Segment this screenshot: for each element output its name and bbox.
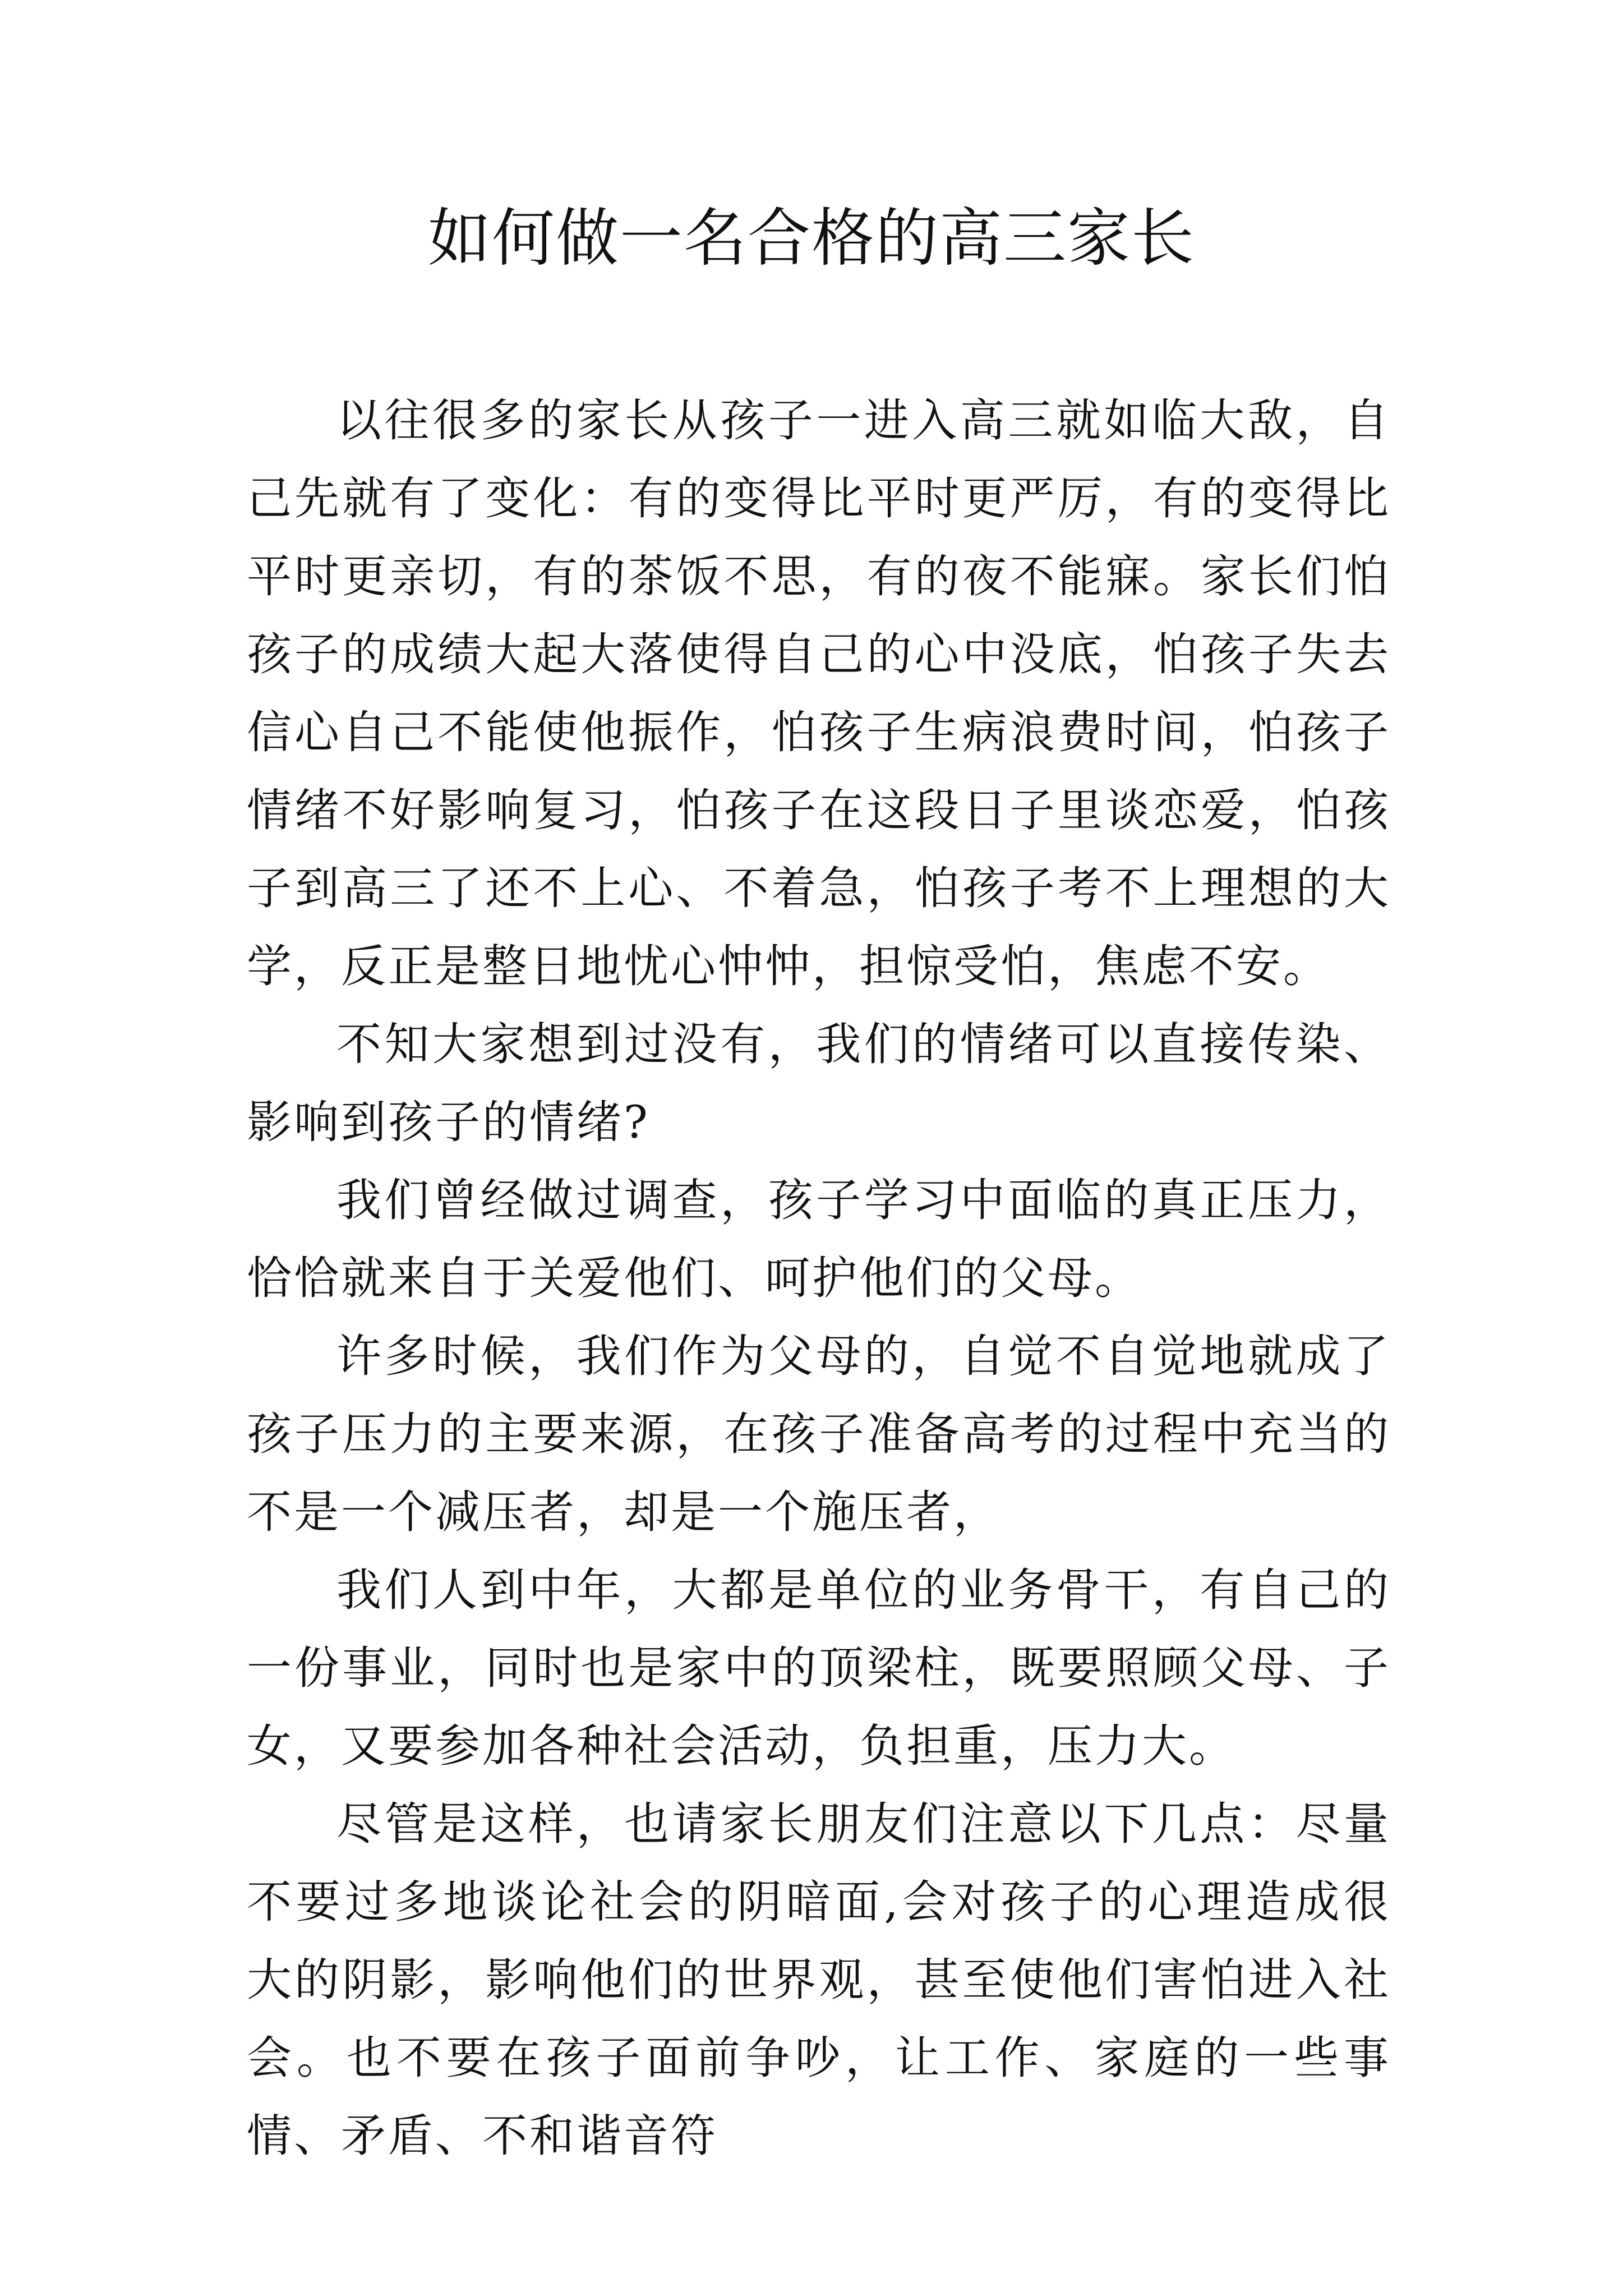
- paragraph: 许多时候，我们作为父母的，自觉不自觉地就成了孩子压力的主要来源，在孩子准备高考的过程中充当的不是一个减压者，却是一个施压者，: [247, 1330, 1391, 1538]
- document-body: [247, 381, 1391, 2175]
- paragraph: 我们曾经做过调查，孩子学习中面临的真正压力，恰恰就来自于关爱他们、呵护他们的父母。: [247, 1174, 1391, 1304]
- document-title: 如何做一名合格的高三家长: [428, 202, 1195, 275]
- paragraph: 不知大家想到过没有，我们的情绪可以直接传染、影响到孩子的情绪?: [247, 1018, 1391, 1148]
- paragraph: 以往很多的家长从孩子一进入高三就如临大敌，自己先就有了变化：有的变得比平时更严厉，有的变得比平时更亲切，有的茶饭不思，有的夜不能寐。家长们怕孩子的成绩大起大落使得自己的心中没底，怕孩子失去信心自己不能使他振作，怕孩子生病浪费时间，怕孩子情绪不好影响复习，怕孩子在这段日子里谈恋爱，怕孩子到高三了还不上心、不着急，怕孩子考不上理想的大学，反正是整日地忧心忡忡，担惊受怕，焦虑不安。: [247, 394, 1391, 992]
- paragraph: 尽管是这样，也请家长朋友们注意以下几点：尽量不要过多地谈论社会的阴暗面,会对孩子的心理造成很大的阴影，影响他们的世界观，甚至使他们害怕进入社会。也不要在孩子面前争吵，让工作、家庭的一些事情、矛盾、不和谐音符: [247, 1798, 1391, 2162]
- paragraph: 我们人到中年，大都是单位的业务骨干，有自己的一份事业，同时也是家中的顶梁柱，既要照顾父母、子女，又要参加各种社会活动，负担重，压力大。: [247, 1564, 1391, 1772]
